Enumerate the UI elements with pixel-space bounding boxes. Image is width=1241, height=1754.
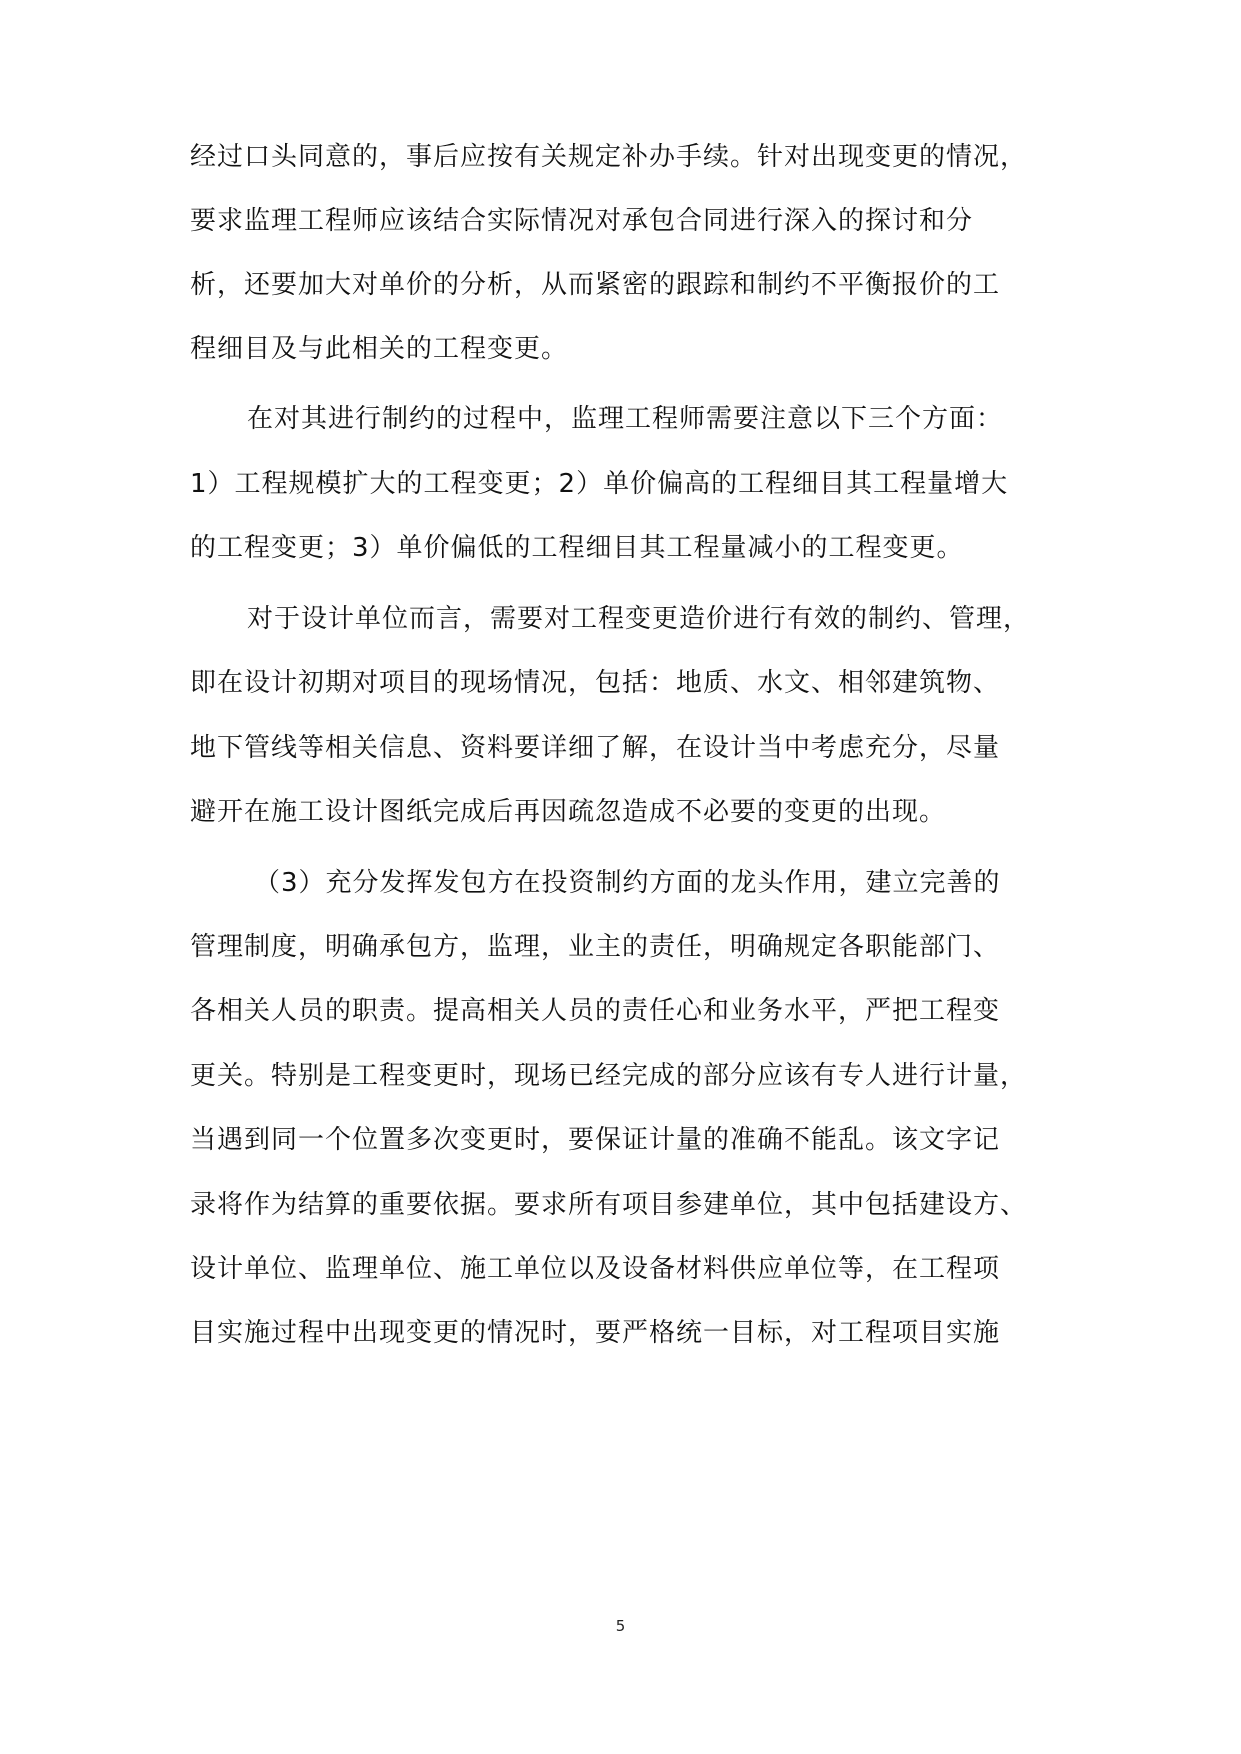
page-number: 5 (615, 1617, 626, 1635)
text-line: 的工程变更；3）单价偏低的工程细目其工程量减小的工程变更。 (190, 533, 964, 563)
text-line: 析，还要加大对单价的分析，从而紧密的跟踪和制约不平衡报价的工 (190, 270, 1001, 300)
text-line: 1）工程规模扩大的工程变更；2）单价偏高的工程细目其工程量增大 (190, 469, 1009, 499)
text-line: 目实施过程中出现变更的情况时，要严格统一目标，对工程项目实施 (190, 1318, 1001, 1348)
text-line: 当遇到同一个位置多次变更时，要保证计量的准确不能乱。该文字记 (190, 1125, 1001, 1155)
text-line: 管理制度，明确承包方，监理，业主的责任，明确规定各职能部门、 (190, 932, 1001, 962)
text-line: 程细目及与此相关的工程变更。 (190, 334, 569, 364)
text-line: 避开在施工设计图纸完成后再因疏忽造成不必要的变更的出现。 (190, 797, 947, 827)
text-line: 经过口头同意的，事后应按有关规定补办手续。针对出现变更的情况， (190, 142, 1028, 172)
text-line: 即在设计初期对项目的现场情况，包括：地质、水文、相邻建筑物、 (190, 668, 1001, 698)
paragraph-first-line: （3）充分发挥发包方在投资制约方面的龙头作用，建立完善的 (254, 868, 1001, 898)
paragraph-first-line: 在对其进行制约的过程中，监理工程师需要注意以下三个方面： (247, 404, 1004, 434)
text-line: 设计单位、监理单位、施工单位以及设备材料供应单位等，在工程项 (190, 1254, 1001, 1284)
text-line: 录将作为结算的重要依据。要求所有项目参建单位，其中包括建设方、 (190, 1190, 1028, 1220)
text-line: 地下管线等相关信息、资料要详细了解，在设计当中考虑充分，尽量 (190, 733, 1001, 763)
text-line: 要求监理工程师应该结合实际情况对承包合同进行深入的探讨和分 (190, 206, 974, 236)
text-line: 各相关人员的职责。提高相关人员的责任心和业务水平，严把工程变 (190, 996, 1001, 1026)
text-line: 更关。特别是工程变更时，现场已经完成的部分应该有专人进行计量， (190, 1061, 1028, 1091)
paragraph-first-line: 对于设计单位而言，需要对工程变更造价进行有效的制约、管理， (247, 604, 1031, 634)
